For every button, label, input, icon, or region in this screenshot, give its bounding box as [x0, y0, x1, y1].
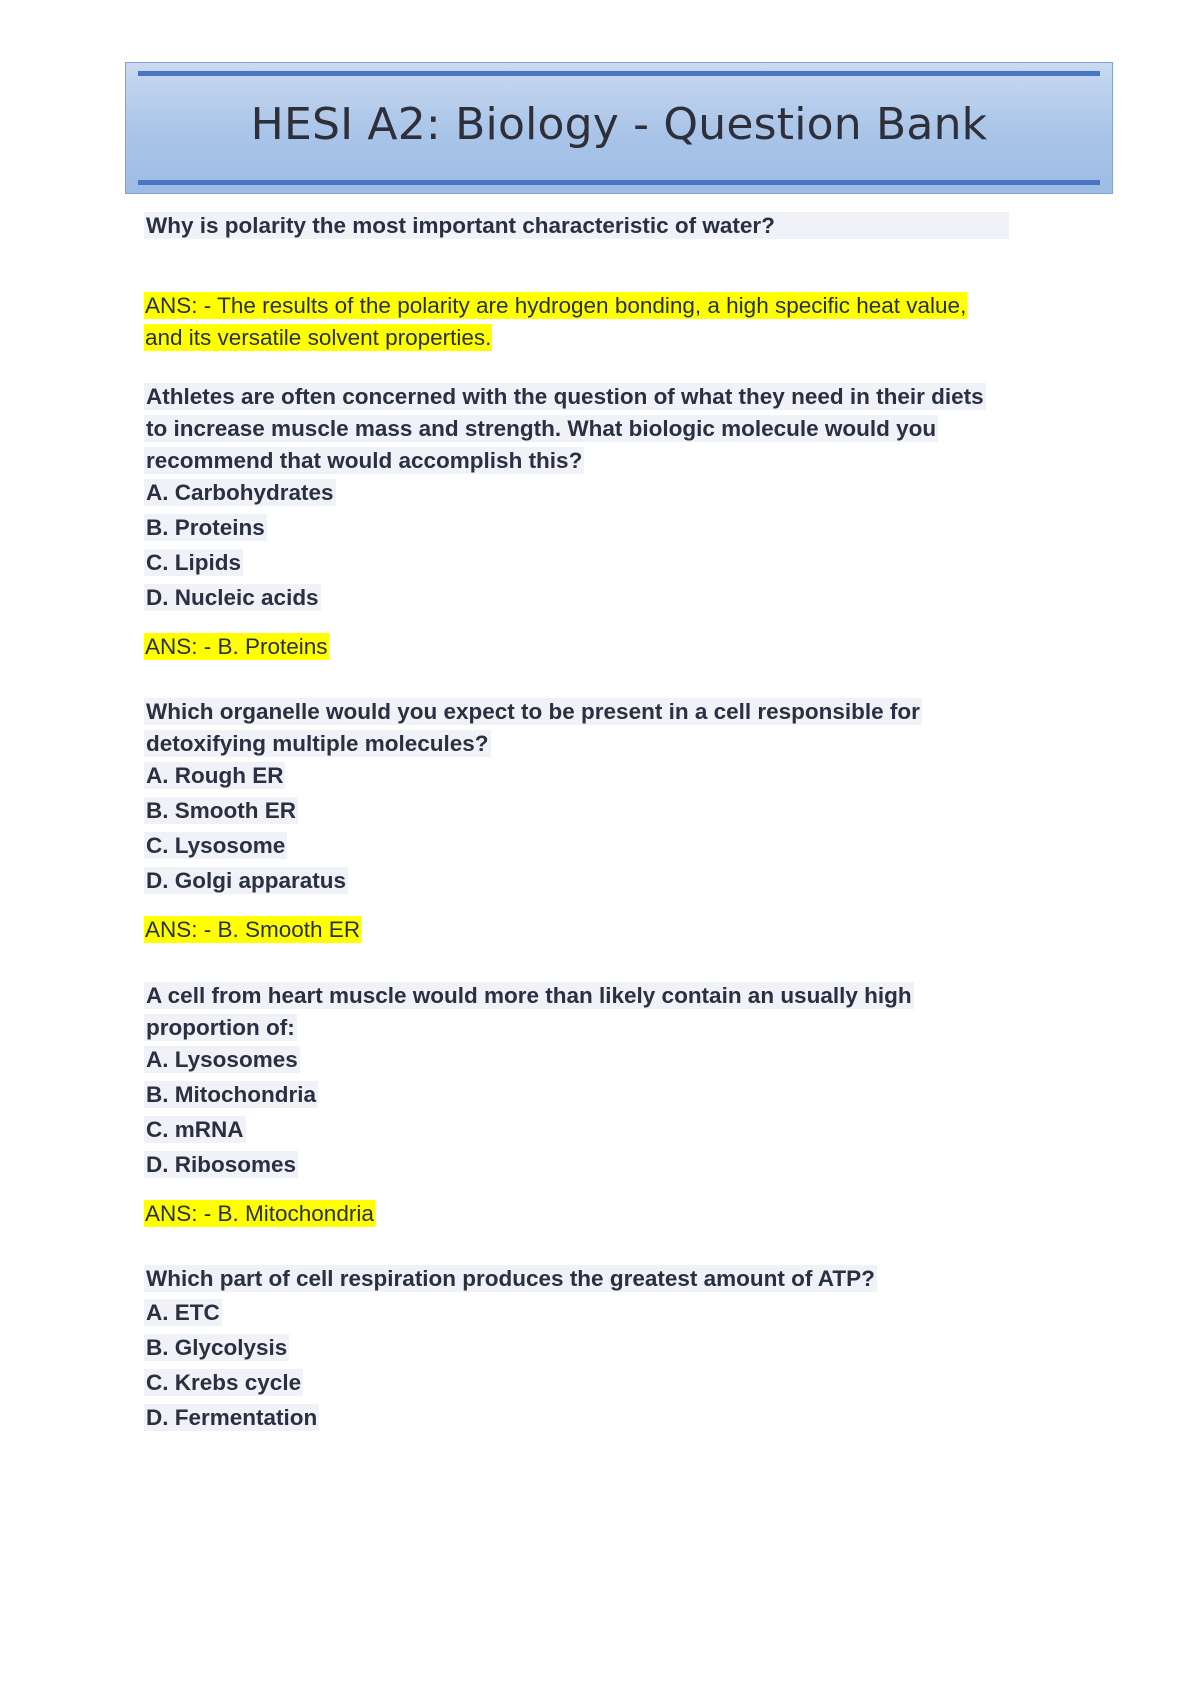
option-c: C. Lysosome: [146, 833, 286, 858]
option-c: C. Lipids: [146, 550, 241, 575]
question-4: [144, 980, 1064, 1044]
answer-line: ANS: - B. Smooth ER: [145, 917, 361, 942]
answer-line: ANS: - B. Proteins: [145, 634, 328, 659]
option-a: A. Carbohydrates: [146, 480, 334, 505]
answer-line: and its versatile solvent properties.: [145, 325, 492, 350]
banner-bottom-rule: [138, 180, 1100, 185]
question-1: [144, 210, 1009, 242]
question-3: [144, 696, 1064, 760]
option-b: B. Proteins: [146, 515, 265, 540]
title-banner: [125, 62, 1113, 194]
banner-top-rule: [138, 71, 1100, 76]
option-d: D. Golgi apparatus: [146, 868, 347, 893]
option-c: C. Krebs cycle: [146, 1370, 302, 1395]
options-3: [144, 760, 348, 900]
answer-3: [144, 914, 361, 946]
option-b: B. Smooth ER: [146, 798, 296, 823]
option-c: C. mRNA: [146, 1117, 244, 1142]
question-2: [144, 381, 1064, 477]
options-4: [144, 1044, 318, 1184]
question-text: Which organelle would you expect to be present in a cell responsible for: [146, 699, 920, 724]
answer-line: ANS: - B. Mitochondria: [145, 1201, 374, 1226]
question-text: Why is polarity the most important characteristic of water?: [144, 210, 1009, 242]
option-d: D. Fermentation: [146, 1405, 318, 1430]
question-text: proportion of:: [146, 1015, 295, 1040]
question-text: Which part of cell respiration produces the greatest amount of ATP?: [146, 1266, 875, 1291]
option-a: A. Rough ER: [146, 763, 284, 788]
answer-1: [144, 290, 1064, 354]
question-text: Athletes are often concerned with the question of what they need in their diets: [146, 384, 984, 409]
option-d: D. Ribosomes: [146, 1152, 297, 1177]
page-title: HESI A2: Biology - Question Bank: [250, 99, 988, 150]
question-text: to increase muscle mass and strength. What biologic molecule would you: [146, 416, 937, 441]
option-a: A. Lysosomes: [146, 1047, 298, 1072]
option-b: B. Mitochondria: [146, 1082, 316, 1107]
answer-2: [144, 631, 329, 663]
question-5: [144, 1263, 1064, 1295]
answer-line: ANS: - The results of the polarity are hydrogen bonding, a high specific heat value,: [145, 293, 967, 318]
option-b: B. Glycolysis: [146, 1335, 288, 1360]
option-a: A. ETC: [146, 1300, 220, 1325]
option-d: D. Nucleic acids: [146, 585, 319, 610]
question-text: detoxifying multiple molecules?: [146, 731, 489, 756]
options-5: [144, 1297, 319, 1437]
question-text: recommend that would accomplish this?: [146, 448, 583, 473]
question-text: A cell from heart muscle would more than likely contain an usually high: [146, 983, 912, 1008]
answer-4: [144, 1198, 375, 1230]
options-2: [144, 477, 336, 617]
